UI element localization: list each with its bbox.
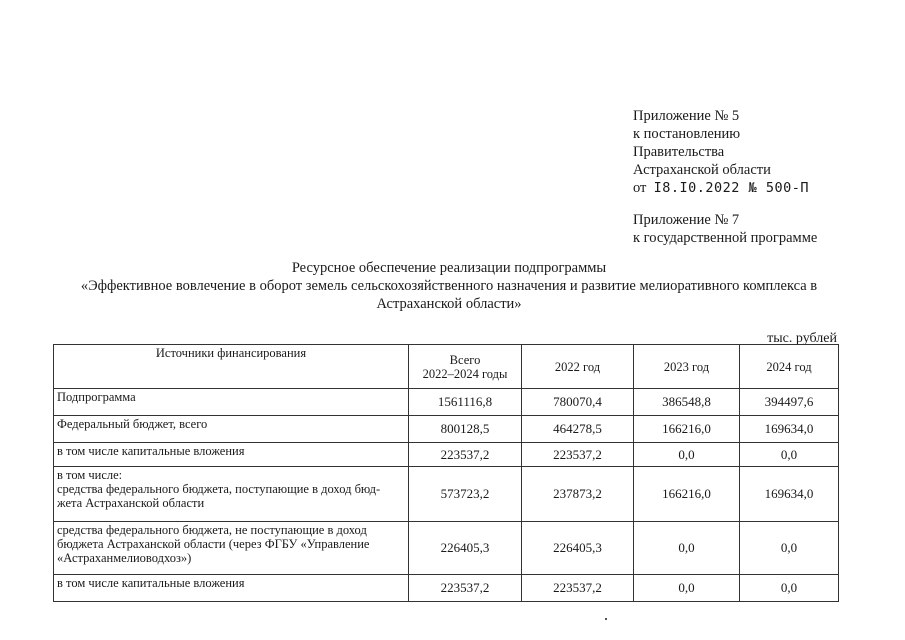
row-source bbox=[54, 443, 409, 467]
cell-2022: 223537,2 bbox=[522, 443, 634, 467]
cell-2024: 394497,6 bbox=[740, 389, 839, 416]
units-label: тыс. рублей bbox=[767, 331, 837, 346]
row-source-line: жета Астраханской области bbox=[57, 496, 205, 510]
title-line: «Эффективное вовлечение в оборот земель сельскохозяйственного назначения и развитие мелиоративного комплекса в bbox=[80, 278, 818, 294]
table-row bbox=[54, 575, 839, 602]
appendix-5-title: Приложение № 5 bbox=[633, 108, 740, 124]
date-prefix: от bbox=[633, 180, 647, 196]
appendix-7-line: к государственной программе bbox=[633, 230, 818, 246]
cell-2024: 0,0 bbox=[740, 575, 839, 602]
header-2024: 2024 год bbox=[740, 345, 839, 389]
cell-2022: 237873,2 bbox=[522, 467, 634, 522]
title-line: Ресурсное обеспечение реализации подпрограммы bbox=[291, 260, 607, 276]
table-header-row bbox=[54, 345, 839, 389]
table-row bbox=[54, 522, 839, 575]
scan-speck bbox=[605, 618, 607, 620]
cell-2024: 169634,0 bbox=[740, 467, 839, 522]
cell-2023: 0,0 bbox=[634, 443, 740, 467]
cell-2024: 0,0 bbox=[740, 522, 839, 575]
table-row bbox=[54, 467, 839, 522]
appendix-5-block bbox=[633, 107, 809, 197]
table-row bbox=[54, 416, 839, 443]
header-total-line: 2022–2024 годы bbox=[422, 366, 508, 381]
date-stamp: I8.I0.2022 № 500-П bbox=[653, 180, 809, 196]
cell-2022: 226405,3 bbox=[522, 522, 634, 575]
header-2023: 2023 год bbox=[634, 345, 740, 389]
cell-2023: 166216,0 bbox=[634, 467, 740, 522]
appendix-5-line: Правительства bbox=[633, 144, 725, 160]
row-source-line: Федеральный бюджет, всего bbox=[57, 417, 208, 431]
row-source-line: в том числе: bbox=[57, 468, 123, 482]
table-row bbox=[54, 443, 839, 467]
cell-2024: 0,0 bbox=[740, 443, 839, 467]
cell-2023: 0,0 bbox=[634, 575, 740, 602]
row-source-line: Подпрограмма bbox=[57, 390, 136, 404]
appendix-7-title: Приложение № 7 bbox=[633, 212, 740, 228]
cell-total: 573723,2 bbox=[409, 467, 522, 522]
title-line: Астраханской области» bbox=[376, 296, 522, 312]
row-source bbox=[54, 416, 409, 443]
header-total bbox=[409, 345, 522, 389]
row-source bbox=[54, 522, 409, 575]
cell-total: 226405,3 bbox=[409, 522, 522, 575]
appendix-5-line: Астраханской области bbox=[633, 162, 771, 178]
row-source bbox=[54, 467, 409, 522]
row-source-line: средства федерального бюджета, поступающие в доход бюд- bbox=[57, 482, 381, 496]
appendix-5-line: к постановлению bbox=[633, 126, 741, 142]
cell-2024: 169634,0 bbox=[740, 416, 839, 443]
row-source bbox=[54, 389, 409, 416]
row-source-line: в том числе капитальные вложения bbox=[57, 576, 245, 590]
table-row bbox=[54, 389, 839, 416]
row-source-line: бюджета Астраханской области (через ФГБУ «Управление bbox=[57, 537, 370, 551]
financing-table bbox=[53, 344, 839, 602]
document-title bbox=[40, 259, 858, 313]
cell-2023: 166216,0 bbox=[634, 416, 740, 443]
cell-2022: 464278,5 bbox=[522, 416, 634, 443]
row-source bbox=[54, 575, 409, 602]
row-source-line: в том числе капитальные вложения bbox=[57, 444, 245, 458]
header-source: Источники финансирования bbox=[54, 345, 409, 389]
row-source-line: «Астраханмелиоводхоз») bbox=[57, 551, 192, 565]
cell-total: 1561116,8 bbox=[409, 389, 522, 416]
header-2022: 2022 год bbox=[522, 345, 634, 389]
cell-2022: 780070,4 bbox=[522, 389, 634, 416]
row-source-line: средства федерального бюджета, не поступающие в доход bbox=[57, 523, 367, 537]
cell-total: 800128,5 bbox=[409, 416, 522, 443]
header-total-line: Всего bbox=[449, 352, 481, 367]
appendix-7-block bbox=[633, 211, 817, 247]
cell-total: 223537,2 bbox=[409, 575, 522, 602]
cell-2023: 0,0 bbox=[634, 522, 740, 575]
cell-2022: 223537,2 bbox=[522, 575, 634, 602]
cell-2023: 386548,8 bbox=[634, 389, 740, 416]
cell-total: 223537,2 bbox=[409, 443, 522, 467]
appendix-5-date bbox=[633, 179, 809, 197]
